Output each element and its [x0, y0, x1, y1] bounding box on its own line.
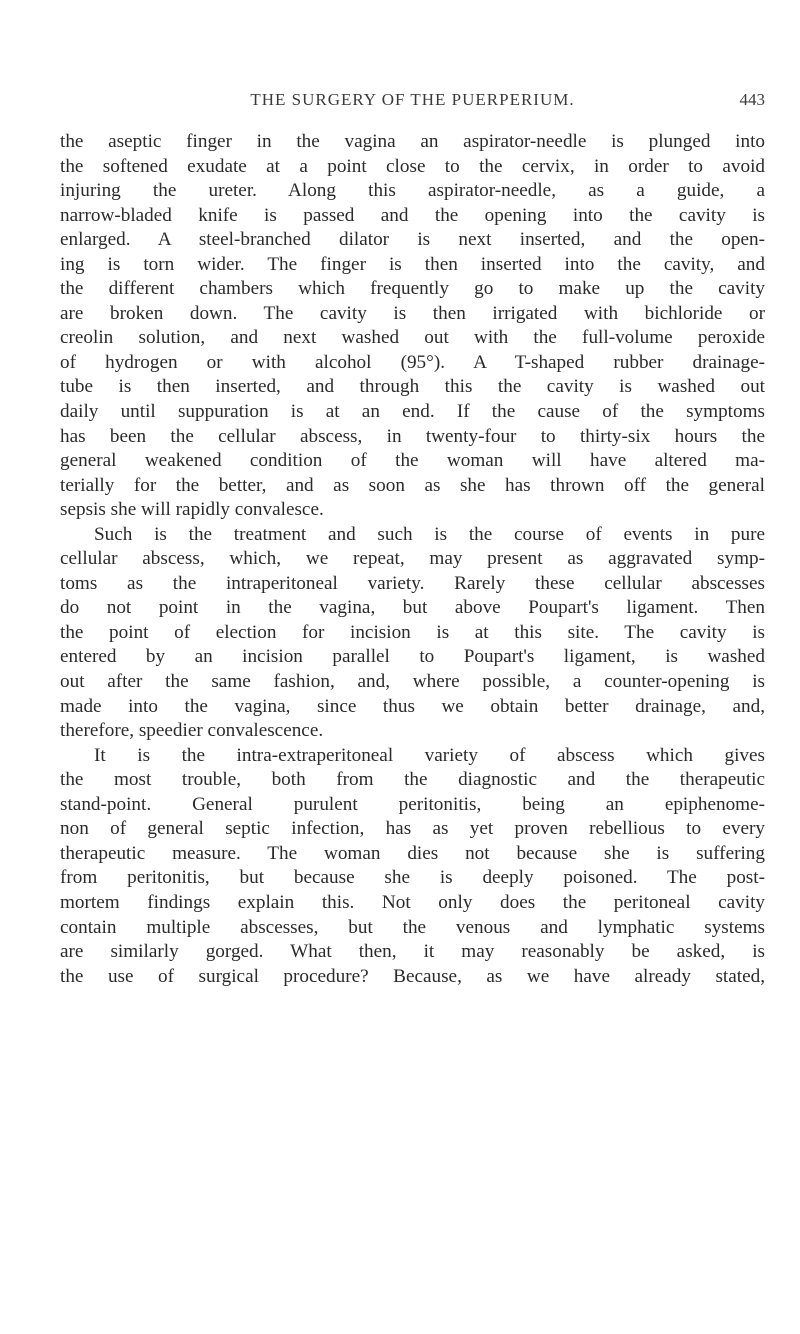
text-line: enlarged. A steel-branched dilator is next inserted, and the open- [60, 229, 765, 251]
text-line: the use of surgical procedure? Because, as we have already stated, [60, 965, 765, 987]
text-line: the aseptic finger in the vagina an aspirator-needle is plunged into [60, 131, 765, 152]
text-line: from peritonitis, but because she is deeply poisoned. The post- [60, 867, 765, 889]
text-line: the most trouble, both from the diagnostic and the therapeutic [60, 769, 765, 791]
text-line: has been the cellular abscess, in twenty-four to thirty-six hours the [60, 425, 765, 447]
text-line: therefore, speedier convalescence. [60, 720, 324, 742]
text-line: toms as the intraperitoneal variety. Rarely these cellular abscesses [60, 572, 765, 594]
text-line: do not point in the vagina, but above Poupart's ligament. Then [60, 597, 765, 619]
text-line: ing is torn wider. The finger is then inserted into the cavity, and [60, 253, 765, 275]
text-line: injuring the ureter. Along this aspirator-needle, as a guide, a [60, 180, 765, 202]
text-line: the softened exudate at a point close to the cervix, in order to avoid [60, 155, 765, 177]
text-line: sepsis she will rapidly convalesce. [60, 499, 324, 521]
running-head: THE SURGERY OF THE PUERPERIUM. [250, 90, 575, 109]
text-line: entered by an incision parallel to Poupart's ligament, is washed [60, 646, 765, 668]
text-line: Such is the treatment and such is the course of events in pure [94, 523, 765, 545]
text-line: made into the vagina, since thus we obtain better drainage, and, [60, 695, 765, 717]
text-line: therapeutic measure. The woman dies not because she is suffering [60, 842, 765, 864]
body-text [60, 130, 765, 989]
text-line: terially for the better, and as soon as she has thrown off the general [60, 474, 765, 496]
text-line: of hydrogen or with alcohol (95°). A T-shaped rubber drainage- [60, 351, 765, 373]
text-line: narrow-bladed knife is passed and the opening into the cavity is [60, 204, 765, 226]
text-line: out after the same fashion, and, where possible, a counter-opening is [60, 671, 765, 693]
text-line: tube is then inserted, and through this the cavity is washed out [60, 376, 765, 398]
text-line: contain multiple abscesses, but the venous and lymphatic systems [60, 916, 765, 938]
text-line: cellular abscess, which, we repeat, may present as aggravated symp- [60, 548, 765, 570]
text-line: are broken down. The cavity is then irrigated with bichloride or [60, 302, 765, 324]
text-line: mortem findings explain this. Not only does the peritoneal cavity [60, 891, 765, 913]
text-line: daily until suppuration is at an end. If the cause of the symptoms [60, 401, 765, 423]
text-line: stand-point. General purulent peritonitis, being an epiphenome- [60, 793, 765, 815]
page-number: 443 [739, 90, 765, 109]
text-line: are similarly gorged. What then, it may reasonably be asked, is [60, 941, 765, 963]
text-line: the different chambers which frequently go to make up the cavity [60, 278, 765, 300]
text-line: It is the intra-extraperitoneal variety of abscess which gives [94, 744, 765, 766]
text-line: creolin solution, and next washed out with the full-volume peroxide [60, 327, 765, 349]
text-line: the point of election for incision is at this site. The cavity is [60, 621, 765, 643]
text-line: non of general septic infection, has as yet proven rebellious to every [60, 818, 765, 840]
text-line: general weakened condition of the woman will have altered ma- [60, 450, 765, 472]
page-header [60, 90, 765, 116]
